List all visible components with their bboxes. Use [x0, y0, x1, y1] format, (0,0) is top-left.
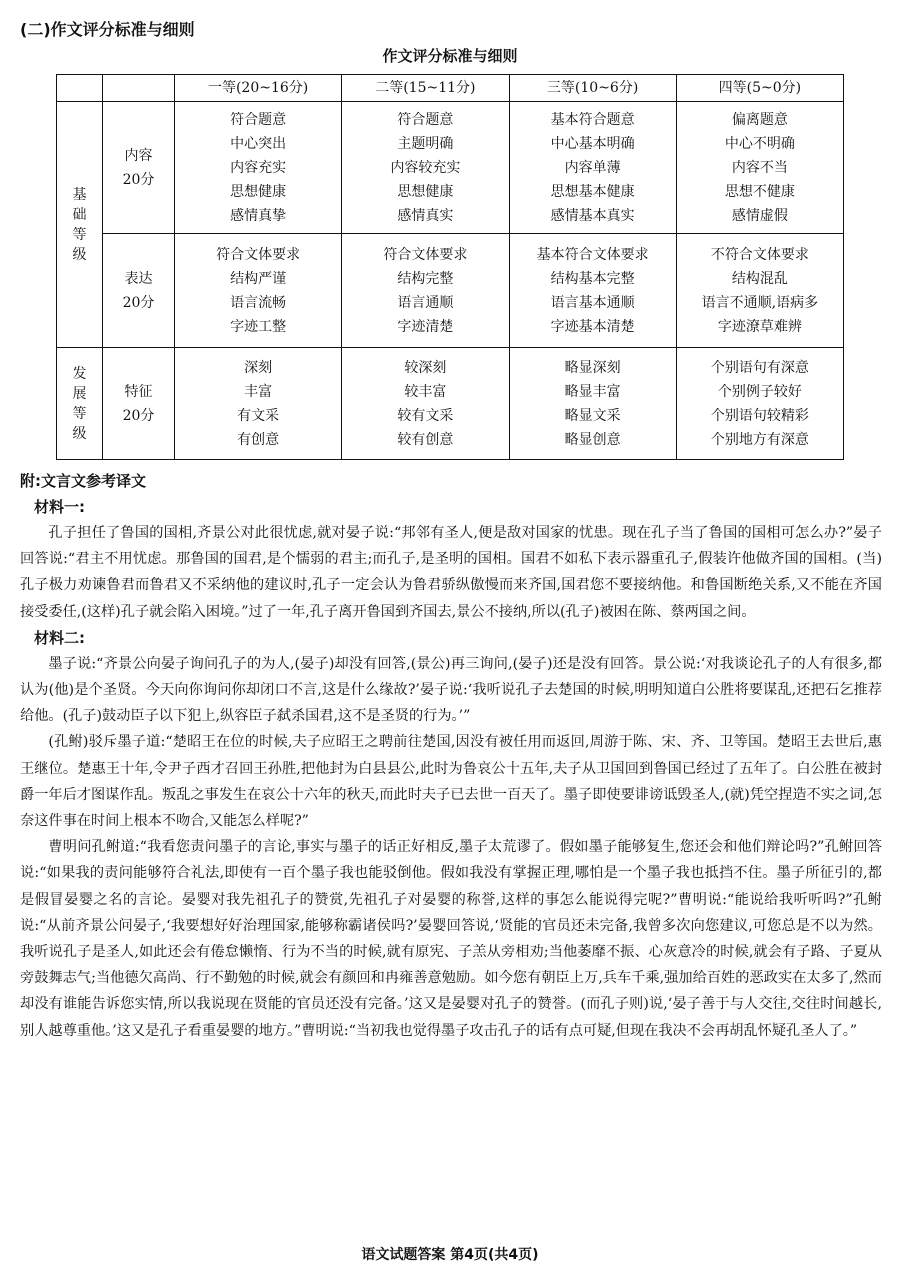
criterion: 内容充实 — [230, 159, 287, 176]
header-corner-cell — [57, 75, 103, 102]
criterion: 中心基本明确 — [550, 135, 635, 152]
level-cell-basic — [57, 102, 103, 348]
level-char: 发 — [72, 365, 87, 382]
criterion: 基本符合题意 — [550, 111, 635, 128]
criterion: 中心突出 — [230, 135, 287, 152]
translation-paragraph: 墨子说:“齐景公向晏子询问孔子的为人,(晏子)却没有回答,(景公)再三询问,(晏子)还是没有回答。景公说:‘对我谈论孔子的人有很多,都认为(他)是个圣贤。今天向你询问你却闭口不言,这是什么缘故?’晏子说:‘我听说孔子去楚国的时候,明明知道白公胜将要谋乱,还把石乞推荐给他。(孔子)鼓动臣子以下犯上,纵容臣子弑杀国君,这不是圣贤的行为。’” — [20, 655, 882, 725]
criterion: 感情基本真实 — [550, 207, 635, 224]
criteria-cell — [342, 102, 509, 234]
table-header-row — [57, 75, 844, 102]
category-name: 内容 — [124, 147, 153, 164]
criterion: 思想健康 — [230, 183, 287, 200]
criterion: 内容较充实 — [390, 159, 461, 176]
criterion: 语言通顺 — [397, 294, 454, 311]
translation-paragraph: 孔子担任了鲁国的国相,齐景公对此很忧虑,就对晏子说:“邦邻有圣人,便是敌对国家的忧患。现在孔子当了鲁国的国相可怎么办?”晏子回答说:“君主不用忧虑。那鲁国的国君,是个懦弱的君主;而孔子,是圣明的国相。国君不如私下表示器重孔子,假装许他做齐国的国相。(当)孔子极力劝谏鲁君而鲁君又不采纳他的建议时,孔子一定会认为鲁君骄纵傲慢而来齐国,国君您不要接纳他。和鲁国断绝关系,又不能在齐国接受委任,(这样)孔子就会陷入困境。”过了一年,孔子离开鲁国到齐国去,景公不接纳,所以(孔子)被困在陈、蔡两国之间。 — [20, 525, 882, 620]
criterion: 语言流畅 — [230, 294, 287, 311]
criterion: 内容不当 — [731, 159, 788, 176]
criteria-cell — [676, 348, 843, 460]
criterion: 较有文采 — [397, 407, 454, 424]
criterion: 偏离题意 — [731, 111, 788, 128]
category-cell — [103, 234, 175, 348]
category-cell — [103, 102, 175, 234]
category-score: 20分 — [122, 407, 155, 424]
level-char: 基 — [72, 186, 87, 203]
criterion: 个别例子较好 — [717, 383, 802, 400]
criterion: 结构完整 — [397, 270, 454, 287]
criterion: 思想基本健康 — [550, 183, 635, 200]
translation-paragraph: (孔鲋)驳斥墨子道:“楚昭王在位的时候,夫子应昭王之聘前往楚国,因没有被任用而返回,周游于陈、宋、齐、卫等国。楚昭王去世后,惠王继位。楚惠王十年,令尹子西才召回王孙胜,把他封为白县县公,此时为鲁哀公十五年,夫子从卫国回到鲁国已经过了五年了。白公胜在被封爵一年后才图谋作乱。叛乱之事发生在哀公十六年的秋天,而此时夫子已去世一百天了。墨子即使要诽谤诋毁圣人,(就)凭空捏造不实之词,怎奈这件事在时间上根本不吻合,又能怎么样呢?” — [20, 734, 882, 830]
criteria-cell — [509, 102, 676, 234]
criterion: 略显丰富 — [564, 383, 621, 400]
criterion: 有文采 — [237, 407, 280, 424]
criterion: 结构严谨 — [230, 270, 287, 287]
criterion: 主题明确 — [397, 135, 454, 152]
section-heading: (二)作文评分标准与细则 — [20, 20, 195, 39]
category-cell — [103, 348, 175, 460]
table-row — [57, 234, 844, 348]
criterion: 不符合文体要求 — [710, 246, 809, 263]
grade-header: 二等(15~11分) — [342, 75, 509, 102]
criteria-cell — [175, 348, 342, 460]
level-char: 展 — [72, 385, 87, 402]
criteria-cell — [676, 234, 843, 348]
criterion: 丰富 — [244, 383, 273, 400]
criterion: 符合题意 — [397, 111, 454, 128]
criterion: 个别语句有深意 — [710, 359, 809, 376]
criteria-cell — [342, 348, 509, 460]
material-title: 材料一: — [34, 498, 85, 516]
criterion: 较有创意 — [397, 431, 454, 448]
criterion: 语言基本通顺 — [550, 294, 635, 311]
criterion: 个别语句较精彩 — [710, 407, 809, 424]
criterion: 结构基本完整 — [550, 270, 635, 287]
criterion: 较丰富 — [404, 383, 447, 400]
criteria-cell — [175, 102, 342, 234]
level-char: 等 — [72, 405, 87, 422]
category-score: 20分 — [122, 294, 155, 311]
material-title: 材料二: — [34, 628, 85, 647]
criterion: 字迹基本清楚 — [550, 318, 635, 335]
criteria-cell — [509, 234, 676, 348]
criterion: 感情真实 — [397, 207, 454, 224]
appendix — [20, 468, 882, 1044]
level-char: 级 — [72, 246, 87, 263]
criterion: 内容单薄 — [564, 159, 621, 176]
page-footer: 语文试题答案 第4页(共4页) — [361, 1247, 539, 1263]
criterion: 深刻 — [244, 359, 273, 376]
criterion: 字迹潦草难辨 — [717, 318, 802, 335]
criterion: 符合题意 — [230, 111, 287, 128]
criterion: 略显文采 — [564, 407, 621, 424]
criterion: 符合文体要求 — [383, 246, 468, 263]
criterion: 语言不通顺,语病多 — [701, 294, 819, 311]
criterion: 感情虚假 — [731, 207, 788, 224]
criterion: 中心不明确 — [724, 135, 795, 152]
table-row — [57, 348, 844, 460]
criteria-cell — [175, 234, 342, 348]
category-score: 20分 — [122, 171, 155, 188]
category-name: 表达 — [124, 270, 153, 287]
criterion: 有创意 — [237, 431, 280, 448]
criterion: 字迹工整 — [230, 318, 287, 335]
level-char: 础 — [72, 206, 87, 223]
grade-header: 四等(5~0分) — [676, 75, 843, 102]
criteria-cell — [676, 102, 843, 234]
criterion: 个别地方有深意 — [710, 431, 809, 448]
criterion: 思想不健康 — [724, 183, 795, 200]
header-corner-cell — [103, 75, 175, 102]
criterion: 字迹清楚 — [397, 318, 454, 335]
criterion: 感情真挚 — [230, 207, 287, 224]
criterion: 略显创意 — [564, 431, 621, 448]
criterion: 符合文体要求 — [216, 246, 301, 263]
grade-header: 三等(10~6分) — [509, 75, 676, 102]
criterion: 较深刻 — [404, 359, 447, 376]
criterion: 基本符合文体要求 — [536, 246, 649, 263]
category-name: 特征 — [124, 383, 153, 400]
criterion: 思想健康 — [397, 183, 454, 200]
grading-table — [56, 74, 844, 460]
criterion: 略显深刻 — [564, 359, 621, 376]
table-row — [57, 102, 844, 234]
level-char: 级 — [72, 425, 87, 442]
table-title: 作文评分标准与细则 — [382, 47, 518, 65]
grade-header: 一等(20~16分) — [175, 75, 342, 102]
criterion: 结构混乱 — [731, 270, 788, 287]
criteria-cell — [509, 348, 676, 460]
criteria-cell — [342, 234, 509, 348]
translation-paragraph: 曹明问孔鲋道:“我看您责问墨子的言论,事实与墨子的话正好相反,墨子太荒谬了。假如墨子能够复生,您还会和他们辩论吗?”孔鲋回答说:“如果我的责问能够符合礼法,即使有一百个墨子我也能驳倒他。假如我没有掌握正理,哪怕是一个墨子我也抵挡不住。墨子所征引的,都是假冒晏婴之名的言论。晏婴对我先祖孔子的赞赏,先祖孔子对晏婴的称誉,这样的事怎么能说得完呢?”曹明说:“能说给我听听吗?”孔鲋说:“从前齐景公问晏子,‘我要想好好治理国家,能够称霸诸侯吗?’晏婴回答说,‘贤能的官员还未完备,我曾多次向您建议,可您总是不以为然。我听说孔子是圣人,如此还会有倦怠懒惰、行为不当的时候,就有原宪、子羔从旁相劝;当他萎靡不振、心灰意冷的时候,就会有子路、子夏从旁鼓舞志气;当他德欠高尚、行不勤勉的时候,就会有颜回和冉雍善意勉励。如今您有朝臣上万,兵车千乘,强加给百姓的恶政实在太多了,然而却没有谁能告诉您实情,所以我说现在贤能的官员还没有完备。’这又是晏婴对孔子的赞誉。(而孔子则)说,‘晏子善于与人交往,交往时间越长,别人越尊重他。’这又是孔子看重晏婴的地方。”曹明说:“当初我也觉得墨子攻击孔子的话有点可疑,但现在我决不会再胡乱怀疑孔圣人了。” — [20, 839, 882, 1039]
appendix-heading: 附:文言文参考译文 — [20, 472, 146, 490]
level-cell-development — [57, 348, 103, 460]
level-char: 等 — [72, 226, 87, 243]
